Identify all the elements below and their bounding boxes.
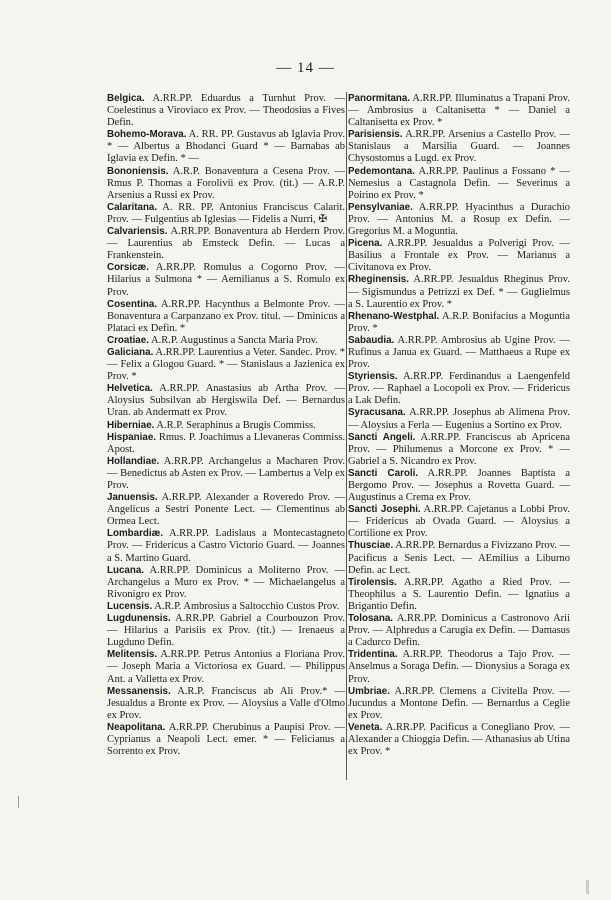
province-officials: A.RR.PP. Franciscus ab Apricena Prov. — Philumenus a Morcone ex Prov. * — Gabriel a S. Nicandro ex Prov. xyxy=(348,431,571,467)
province-officials: A.RR.PP. Pacificus a Conegliano Prov. — Alexander a Chioggia Defin. — Athanasius ab Utina ex Prov. * xyxy=(348,721,570,758)
province-officials: A.RR.PP. Laurentius a Veter. Sandec. Prov. * — Felix a Glogou Guard. * — Stanislaus a Jazienica ex Prov. * xyxy=(107,346,345,383)
province-entry xyxy=(348,274,570,310)
province-name: Styriensis. xyxy=(348,371,398,383)
province-entry xyxy=(348,202,570,238)
province-entry xyxy=(107,383,345,419)
province-officials: A.RR.PP. Eduardus a Turnhut Prov. — Coelestinus a Viroviaco ex Prov. — Theodosius a Fives Defin. xyxy=(107,93,345,129)
province-entry xyxy=(107,722,345,758)
province-name: Bohemo-Morava. xyxy=(107,129,187,141)
province-entry xyxy=(348,166,570,202)
province-name: Hollandiae. xyxy=(107,455,160,467)
province-entry xyxy=(348,432,570,468)
province-officials: A.RR.PP. Jesualdus Rheginus Prov. — Sigismundus a Petrizzi ex Def. * — Guglielmus a S. Laurentio ex Prov. * xyxy=(348,274,570,310)
province-officials: A.RR.PP. Joannes Baptista a Bergomo Prov. — Josephus a Rovetta Guard. — Augustinus a Crema ex Prov. xyxy=(348,467,571,504)
province-officials: A.RR.PP. Archangelus a Macharen Prov. — Benedictus ab Asten ex Prov. — Lambertus a Velp ex Prov. xyxy=(107,455,345,491)
province-name: Rheginensis. xyxy=(348,274,409,286)
province-entry xyxy=(348,540,570,576)
province-name: Pedemontana. xyxy=(348,165,415,177)
province-name: Lugdunensis. xyxy=(107,613,171,625)
province-officials: A.RR.PP. Cajetanus a Lobbi Prov. — Fridericus ab Ovada Guard. — Aloysius a Cortilione ex Prov. xyxy=(348,504,571,540)
province-entry xyxy=(107,686,345,722)
province-officials: A. RR. PP. Gustavus ab Iglavia Prov. * — Albertus a Bhodanci Guard * — Barnabas ab Iglavia ex Defin. * — xyxy=(107,129,345,165)
province-entry xyxy=(348,722,570,758)
province-entry xyxy=(348,238,570,274)
edge-mark xyxy=(586,880,589,894)
margin-mark xyxy=(18,796,19,808)
province-officials: A.RR.PP. Paulinus a Fossano * — Nemesius a Castagnola Defin. — Severinus a Poirino ex Prov. * xyxy=(348,165,570,201)
province-name: Tridentina. xyxy=(348,649,398,661)
province-name: Lombardiæ. xyxy=(107,528,164,540)
province-entry xyxy=(107,347,345,383)
province-name: Pensylvaniae. xyxy=(348,201,413,213)
province-officials: A.RR.PP. Agatho a Ried Prov. — Theophilus a S. Laurentio Defin. — Ignatius a Brigantio Defin. xyxy=(348,576,570,612)
province-entry xyxy=(348,504,570,540)
province-name: Neapolitana. xyxy=(107,721,166,733)
province-officials: A.R.P. Bonifacius a Moguntia Prov. * xyxy=(348,310,570,334)
province-name: Lucana. xyxy=(107,564,145,576)
province-name: Sabaudia. xyxy=(348,334,395,346)
province-name: Calvariensis. xyxy=(107,226,168,238)
province-entry xyxy=(107,226,345,262)
province-officials: A.RR.PP. Ladislaus a Montecastagneto Prov. — Fridericus a Castro Victorio Guard. — Joannes a S. Martino Guard. xyxy=(107,528,345,564)
province-entry xyxy=(107,335,345,347)
province-officials: A.RR.PP. Romulus a Cogorno Prov. — Hilarius a Sulmona * — Aemilianus a S. Romulo ex Prov. xyxy=(107,262,345,298)
province-entry xyxy=(107,420,345,432)
province-entry xyxy=(107,565,345,601)
province-officials: A.RR.PP. Illuminatus a Trapani Prov. — Ambrosius a Caltanisetta * — Daniel a Caltanisetta ex Prov. * xyxy=(348,93,570,129)
province-officials: A.RR.PP. Bonaventura ab Herdern Prov. — Laurentius ab Emsteck Defin. — Lucas a Frankenstein. xyxy=(107,226,345,262)
province-name: Cosentina. xyxy=(107,298,158,310)
province-name: Thusciae. xyxy=(348,540,394,552)
province-name: Messanensis. xyxy=(107,685,171,697)
page-number: — 14 — xyxy=(276,60,335,76)
column-divider xyxy=(346,92,347,780)
province-officials: A.RR.PP. Hacynthus a Belmonte Prov. — Bonaventura a Carpanzano ex Prov. titul. — Dminicus a Platacì ex Defin. * xyxy=(107,298,345,334)
province-officials: A.RR.PP. Arsenius a Castello Prov. — Stanislaus a Marsilia Guard. — Joannes Chysostomus a Lugd. ex Prov. xyxy=(348,129,570,165)
province-entry xyxy=(348,577,570,613)
province-officials: A.RR.PP. Gabriel a Courbouzon Prov. — Hilarius a Parisiis ex Prov. (tit.) — Irenaeus a Lugduno Defin. xyxy=(107,613,345,649)
province-name: Hispaniae. xyxy=(107,431,157,443)
province-entry xyxy=(107,492,345,528)
province-entry xyxy=(107,202,345,226)
province-officials: A.RR.PP. Ambrosius ab Ugine Prov. — Rufinus a Janua ex Guard. — Matthaeus a Rupe ex Prov. xyxy=(348,334,570,371)
province-entry xyxy=(107,613,345,649)
province-officials: A.R.P. Bonaventura a Cesena Prov. — Rmus P. Thomas a Forolivii ex Prov. (tit.) — A.R.P. Arsenius a Russi ex Prov. xyxy=(107,165,345,201)
province-officials: A.RR.PP. Theodorus a Tajo Prov. — Anselmus a Soraga Defin. — Dionysius a Soraga ex Prov. xyxy=(348,649,570,685)
province-name: Calaritana. xyxy=(107,201,158,213)
province-name: Sancti Angeli. xyxy=(348,431,416,443)
province-officials: Rmus. P. Joachimus a Llevaneras Commiss. Apost. xyxy=(107,431,345,455)
province-officials: A. RR. PP. Antonius Franciscus Calarit. Prov. — Fulgentius ab Iglesias — Fidelis a Nurri, ✠ xyxy=(107,201,345,225)
province-entry xyxy=(107,166,345,202)
province-name: Lucensis. xyxy=(107,600,153,612)
province-name: Hiberniae. xyxy=(107,419,155,431)
province-name: Sancti Caroli. xyxy=(348,467,419,479)
province-name: Umbriae. xyxy=(348,685,390,697)
province-entry xyxy=(107,649,345,685)
province-officials: A.RR.PP. Jesualdus a Polverigi Prov. — Basilius a Frontale ex Prov. — Marianus a Civitanova ex Prov. xyxy=(348,238,570,274)
province-officials: A.RR.PP. Dominicus a Moliterno Prov. — Archangelus a Muro ex Prov. * — Michaelangelus a Rivonigro ex Prov. xyxy=(107,564,345,600)
province-officials: A.RR.PP. Hyacinthus a Durachio Prov. — Antonius M. a Rosup ex Defin. — Gregorius M. a Moguntia. xyxy=(348,201,570,238)
province-officials: A.RR.PP. Anastasius ab Artha Prov. — Aloysius Subsilvan ab Hergiswila Def. — Bernardus Uran. ab Andermatt ex Prov. xyxy=(107,383,345,419)
province-officials: A.RR.PP. Josephus ab Alimena Prov. — Aloysius a Ferla — Eugenius a Sortino ex Prov. xyxy=(348,407,570,431)
province-name: Picena. xyxy=(348,238,383,250)
province-officials: A.RR.PP. Clemens a Civitella Prov. — Jucundus a Montone Defin. — Bernardus a Ceglie ex Prov. xyxy=(348,685,570,721)
province-officials: A.RR.PP. Dominicus a Castronovo Arii Prov. — Alphredus a Carugia ex Defin. — Damasus a Cadurco Defin. xyxy=(348,613,570,649)
province-entry xyxy=(348,686,570,722)
province-name: Panormitana. xyxy=(348,93,411,104)
province-officials: A.R.P. Ambrosius a Saltocchio Custos Prov. xyxy=(152,600,340,612)
left-column xyxy=(107,93,345,758)
province-entry xyxy=(348,129,570,165)
province-name: Croatiae. xyxy=(107,334,149,346)
province-entry xyxy=(348,371,570,407)
province-name: Belgica. xyxy=(107,93,145,104)
province-entry xyxy=(107,262,345,298)
province-entry xyxy=(348,468,570,504)
province-name: Veneta. xyxy=(348,721,383,733)
province-officials: A.R.P. Augustinus a Sancta Maria Prov. xyxy=(148,334,319,346)
province-entry xyxy=(107,601,345,613)
province-name: Rhenano-Westphal. xyxy=(348,310,440,322)
province-entry xyxy=(107,299,345,335)
province-entry xyxy=(348,335,570,371)
province-officials: A.RR.PP. Petrus Antonius a Floriana Prov. — Joseph Maria a Victoriosa ex Guard. — Philippus Ant. a Valletta ex Prov. xyxy=(107,649,345,685)
province-entry xyxy=(348,649,570,685)
province-officials: A.R.P. Seraphinus a Brugis Commiss. xyxy=(154,419,316,431)
province-entry xyxy=(107,528,345,564)
province-officials: A.R.P. Franciscus ab Ali Prov.* — Jesualdus a Bronte ex Prov. — Aloysius a Valle d'Olmo ex Prov. xyxy=(107,685,345,721)
province-officials: A.RR.PP. Alexander a Roveredo Prov. — Angelicus a Sestri Ponente Lect. — Clementinus ab Ormea Lect. xyxy=(107,492,345,528)
province-name: Melitensis. xyxy=(107,649,158,661)
province-name: Bononiensis. xyxy=(107,165,169,177)
province-officials: A.RR.PP. Bernardus a Fivizzano Prov. — Pacificus a Senis Lect. — AEmilius a Liburno Defin. ac Lect. xyxy=(348,540,570,576)
province-entry xyxy=(107,432,345,456)
province-entry xyxy=(107,93,345,129)
province-entry xyxy=(348,407,570,431)
province-entry xyxy=(348,311,570,335)
province-name: Tolosana. xyxy=(348,613,393,625)
province-entry xyxy=(348,93,570,129)
province-name: Corsicæ. xyxy=(107,262,149,274)
province-name: Sancti Josephi. xyxy=(348,504,421,516)
province-officials: A.RR.PP. Ferdinandus a Laengenfeld Prov. — Raphael a Locopoli ex Prov. — Fridericus a Lak Defin. xyxy=(348,371,570,407)
right-column xyxy=(348,93,570,758)
province-name: Tirolensis. xyxy=(348,576,397,588)
province-name: Januensis. xyxy=(107,492,158,504)
province-name: Parisiensis. xyxy=(348,129,403,141)
province-name: Syracusana. xyxy=(348,407,406,419)
province-officials: A.RR.PP. Cherubinus a Paupisi Prov. — Cyprianus a Neapoli Lect. emer. * — Felicianus a Sorrento ex Prov. xyxy=(107,721,345,758)
province-entry xyxy=(107,456,345,492)
province-entry xyxy=(107,129,345,165)
province-name: Helvetica. xyxy=(107,383,153,395)
province-entry xyxy=(348,613,570,649)
province-name: Galiciana. xyxy=(107,346,154,358)
